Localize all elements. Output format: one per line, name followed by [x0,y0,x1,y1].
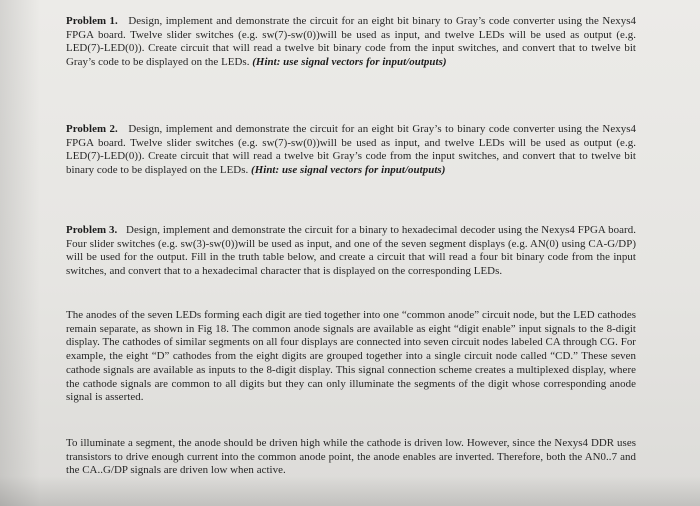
problem-2-body: Design, implement and demonstrate the circuit for an eight bit Gray’s to binary code converter using the Nexys4 FPGA board. Twelve slider switches (e.g. sw(7)-sw(0))will be used as input, and twelve LEDs will be used as output (e.g. LED(7)-LED(0)). Create circuit that will read a twelve bit Gray’s code from the input switches, and convert that to twelve bit binary code to be displayed on the LEDs. [66,123,636,177]
illuminate-paragraph: To illuminate a segment, the anode should be driven high while the cathode is driven low. However, since the Nexys4 DDR uses transistors to drive enough current into the common anode point, the anode enables are inverted. Therefore, both the AN0..7 and the CA..G/DP signals are driven low when active. [66,437,636,477]
problem-3-body: Design, implement and demonstrate the circuit for a binary to hexadecimal decoder using the Nexys4 FPGA board. Four slider switches (e.g. sw(3)-sw(0))will be used as input, and one of the seven segment displays (e.g. AN(0) using CA-G/DP) will be used for the output. Fill in the truth table below, and create a circuit that will read a four bit binary code from the input switches, and convert that to a hexadecimal character that is displayed on the corresponding LEDs. [66,224,636,278]
problem-2-label: Problem 2. [66,123,118,135]
problem-3-label: Problem 3. [66,224,118,236]
page-shadow-bottom [0,476,700,506]
problem-1-label: Problem 1. [66,15,118,27]
problem-2-paragraph [66,123,636,178]
page-shadow-left [0,0,40,506]
problem-3-paragraph [66,224,636,279]
problem-2-hint: (Hint: use signal vectors for input/outputs) [251,164,446,177]
problem-1-body: Design, implement and demonstrate the circuit for an eight bit binary to Gray’s code converter using the Nexys4 FPGA board. Twelve slider switches (e.g. sw(7)-sw(0))will be used as input, and twelve LEDs will be used as output (e.g. LED(7)-LED(0)). Create circuit that will read a twelve bit binary code from the input switches, and convert that to twelve bit Gray’s code to be displayed on the LEDs. [66,15,636,69]
problem-1-paragraph [66,15,636,70]
anodes-paragraph: The anodes of the seven LEDs forming each digit are tied together into one “common anode” circuit node, but the LED cathodes remain separate, as shown in Fig 18. The common anode signals are available as eight “digit enable” input signals to the 8-digit display. The cathodes of similar segments on all four displays are connected into seven circuit nodes labeled CA through CG. For example, the eight “D” cathodes from the eight digits are grouped together into a single circuit node called “CD.” These seven cathode signals are available as inputs to the 8-digit display. This signal connection scheme creates a multiplexed display, where the cathode signals are common to all digits but they can only illuminate the segments of the digit whose corresponding anode signal is asserted. [66,309,636,404]
problem-1-hint: (Hint: use signal vectors for input/outputs) [252,56,447,69]
